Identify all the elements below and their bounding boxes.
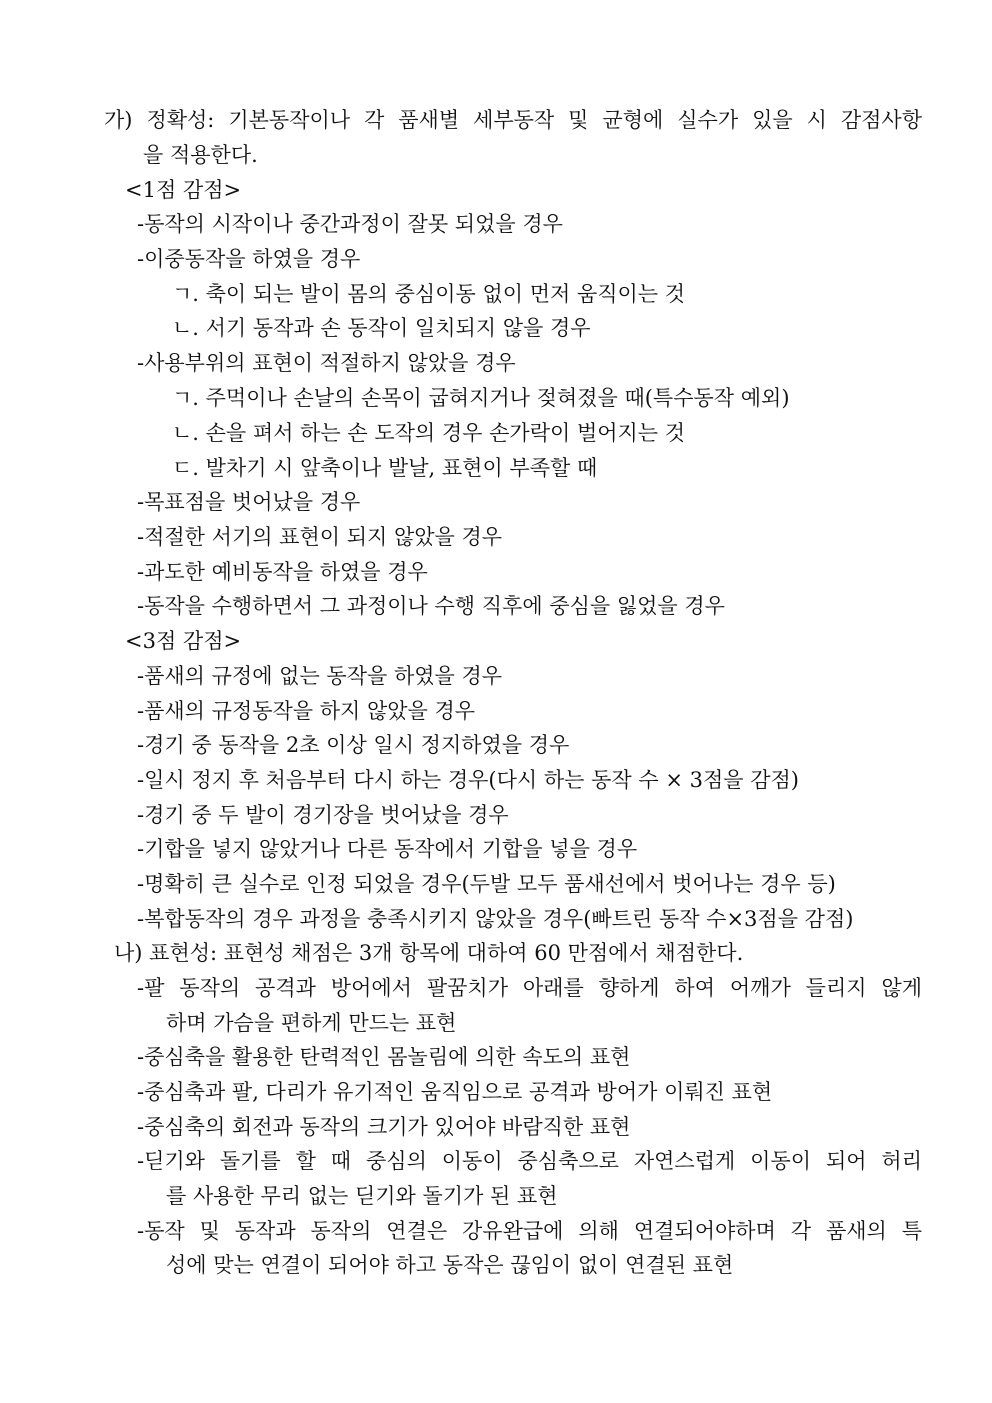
- deduct-3-item: -품새의 규정에 없는 동작을 하였을 경우: [137, 664, 503, 688]
- deduct-1-subitem: ㄱ. 축이 되는 발이 몸의 중심이동 없이 먼저 움직이는 것: [172, 282, 686, 306]
- expression-item: -딛기와 돌기를 할 때 중심의 이동이 중심축으로 자연스럽게 이동이 되어 허리: [137, 1149, 922, 1173]
- expression-item: -중심축과 팔, 다리가 유기적인 움직임으로 공격과 방어가 이뤄진 표현: [137, 1080, 773, 1104]
- deduct-1-item: -동작을 수행하면서 그 과정이나 수행 직후에 중심을 잃었을 경우: [137, 594, 725, 618]
- deduct-3-item: -복합동작의 경우 과정을 충족시키지 않았을 경우(빠트린 동작 수×3점을 감점): [137, 907, 854, 931]
- deduct-1-item: -사용부위의 표현이 적절하지 않았을 경우: [137, 351, 516, 375]
- deduct-1-item: -적절한 서기의 표현이 되지 않았을 경우: [137, 525, 503, 549]
- deduct-1-subitem: ㄴ. 손을 펴서 하는 손 도작의 경우 손가락이 벌어지는 것: [172, 421, 686, 445]
- deduct-3-item: -명확히 큰 실수로 인정 되었을 경우(두발 모두 품새선에서 벗어나는 경우 등): [137, 872, 836, 896]
- section-na-title: 나) 표현성: 표현성 채점은 3개 항목에 대하여 60 만점에서 채점한다.: [114, 941, 744, 965]
- section-ga-title: 가) 정확성: 기본동작이나 각 품새별 세부동작 및 균형에 실수가 있을 시 감점사항: [104, 108, 922, 132]
- expression-item: -팔 동작의 공격과 방어에서 팔꿈치가 아래를 향하게 하여 어깨가 들리지 않게: [137, 976, 922, 1000]
- deduct-3-heading: <3점 감점>: [125, 629, 242, 653]
- deduct-1-item: -목표점을 벗어났을 경우: [137, 490, 361, 514]
- deduct-3-item: -경기 중 두 발이 경기장을 벗어났을 경우: [137, 803, 509, 827]
- deduct-1-subitem: ㄷ. 발차기 시 앞축이나 발날, 표현이 부족할 때: [172, 456, 598, 480]
- deduct-1-item: -과도한 예비동작을 하였을 경우: [137, 560, 428, 584]
- deduct-3-item: -품새의 규정동작을 하지 않았을 경우: [137, 699, 476, 723]
- expression-item-continued: 하며 가슴을 편하게 만드는 표현: [166, 1011, 457, 1035]
- section-ga-title-continued: 을 적용한다.: [143, 143, 258, 167]
- deduct-1-item: -이중동작을 하였을 경우: [137, 247, 361, 271]
- deduct-3-item: -기합을 넣지 않았거나 다른 동작에서 기합을 넣을 경우: [137, 837, 638, 861]
- deduct-3-item: -일시 정지 후 처음부터 다시 하는 경우(다시 하는 동작 수 × 3점을 감점): [137, 768, 799, 792]
- deduct-1-subitem: ㄱ. 주먹이나 손날의 손목이 굽혀지거나 젖혀졌을 때(특수동작 예외): [172, 386, 790, 410]
- deduct-1-item: -동작의 시작이나 중간과정이 잘못 되었을 경우: [137, 212, 563, 236]
- expression-item: -중심축의 회전과 동작의 크기가 있어야 바람직한 표현: [137, 1115, 631, 1139]
- expression-item-continued: 를 사용한 무리 없는 딛기와 돌기가 된 표현: [166, 1184, 558, 1208]
- expression-item: -중심축을 활용한 탄력적인 몸놀림에 의한 속도의 표현: [137, 1045, 631, 1069]
- deduct-3-item: -경기 중 동작을 2초 이상 일시 정지하였을 경우: [137, 733, 570, 757]
- deduct-1-subitem: ㄴ. 서기 동작과 손 동작이 일치되지 않을 경우: [172, 316, 591, 340]
- expression-item-continued: 성에 맞는 연결이 되어야 하고 동작은 끊임이 없이 연결된 표현: [166, 1253, 734, 1277]
- deduct-1-heading: <1점 감점>: [125, 178, 242, 202]
- expression-item: -동작 및 동작과 동작의 연결은 강유완급에 의해 연결되어야하며 각 품새의 특: [137, 1219, 922, 1243]
